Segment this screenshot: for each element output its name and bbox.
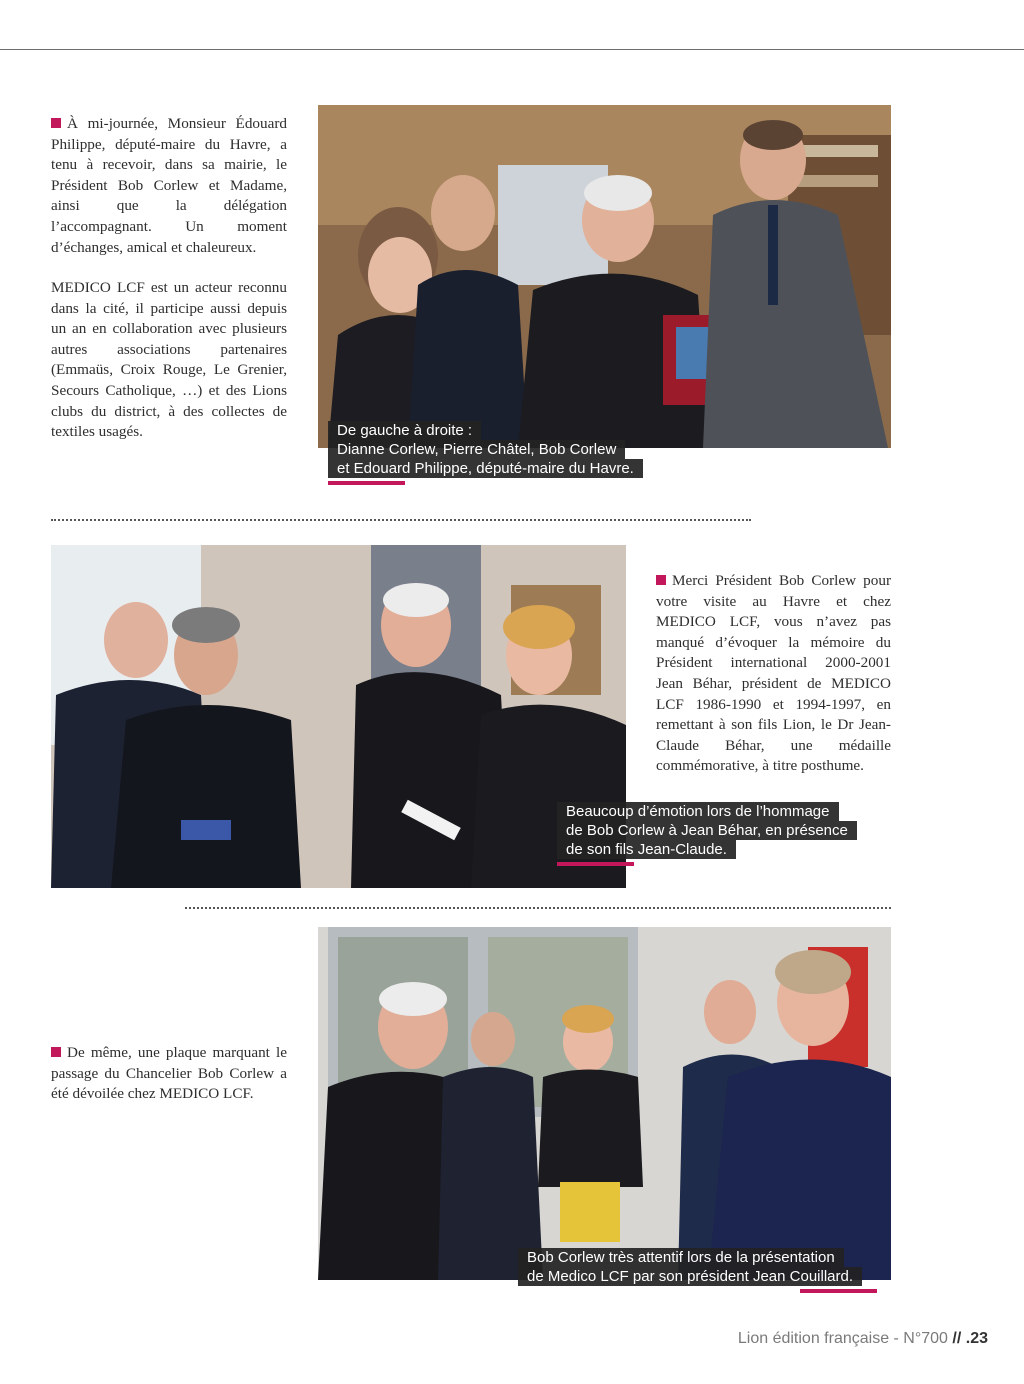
caption-accent-bar — [800, 1289, 877, 1293]
top-rule — [0, 49, 1024, 50]
photo-hommage-illustration — [51, 545, 626, 888]
caption-accent-bar — [328, 481, 405, 485]
caption-accent-bar — [557, 862, 634, 866]
page-footer — [738, 1330, 988, 1348]
photo-mairie-illustration — [318, 105, 891, 448]
photo-medico-illustration — [318, 927, 891, 1280]
merci-paragraph: Merci Président Bob Corlew pour votre visite au Havre et chez MEDICO LCF, vous n’avez pas manqué d’évoquer la mémoire du Président international 2000-2001 Jean Béhar, président de MEDICO LCF 1986-1990 et 1994-1997, en remettant à son fils Lion, le Dr Jean-Claude Béhar, une médaille commémorative, à titre posthume. — [656, 572, 891, 775]
bullet-square-icon — [51, 1047, 61, 1057]
photo-medico-presentation — [318, 927, 891, 1280]
medico-paragraph: MEDICO LCF est un acteur reconnu dans la cité, il participe aussi depuis un an en collaboration avec plusieurs autres associations partenaires (Emmaüs, Croix Rouge, Le Grenier, Secours Catholique, …) et des Lions clubs du district, à des collectes de textiles usagés. — [51, 279, 287, 441]
bullet-square-icon — [51, 118, 61, 128]
magazine-name: Lion édition française - N°700 — [737, 1330, 948, 1347]
caption-photo-3: Bob Corlew très attentif lors de la présentation de Medico LCF par son président Jean Couillard. — [518, 1248, 862, 1286]
caption-photo-2: Beaucoup d’émotion lors de l’hommage de Bob Corlew à Jean Béhar, en présence de son fils Jean-Claude. — [557, 802, 857, 859]
page-number: .23 — [965, 1330, 988, 1347]
caption-photo-1: De gauche à droite : Dianne Corlew, Pierre Châtel, Bob Corlew et Edouard Philippe, député-maire du Havre. — [328, 421, 643, 478]
photo-mairie-reception — [318, 105, 891, 448]
photo-hommage-behar — [51, 545, 626, 888]
plaque-paragraph: De même, une plaque marquant le passage du Chancelier Bob Corlew a été dévoilée chez MEDICO LCF. — [51, 1044, 287, 1103]
footer-separator: // — [952, 1330, 962, 1347]
dotted-separator — [51, 519, 751, 521]
bullet-square-icon — [656, 575, 666, 585]
dotted-separator — [185, 907, 891, 909]
intro-paragraph: À mi-journée, Monsieur Édouard Philippe, député-maire du Havre, a tenu à recevoir, dans sa mairie, le Président Bob Corlew et Madame, ainsi que la délégation l’accompagnant. Un moment d’échanges, amical et chaleureux. — [51, 115, 287, 256]
